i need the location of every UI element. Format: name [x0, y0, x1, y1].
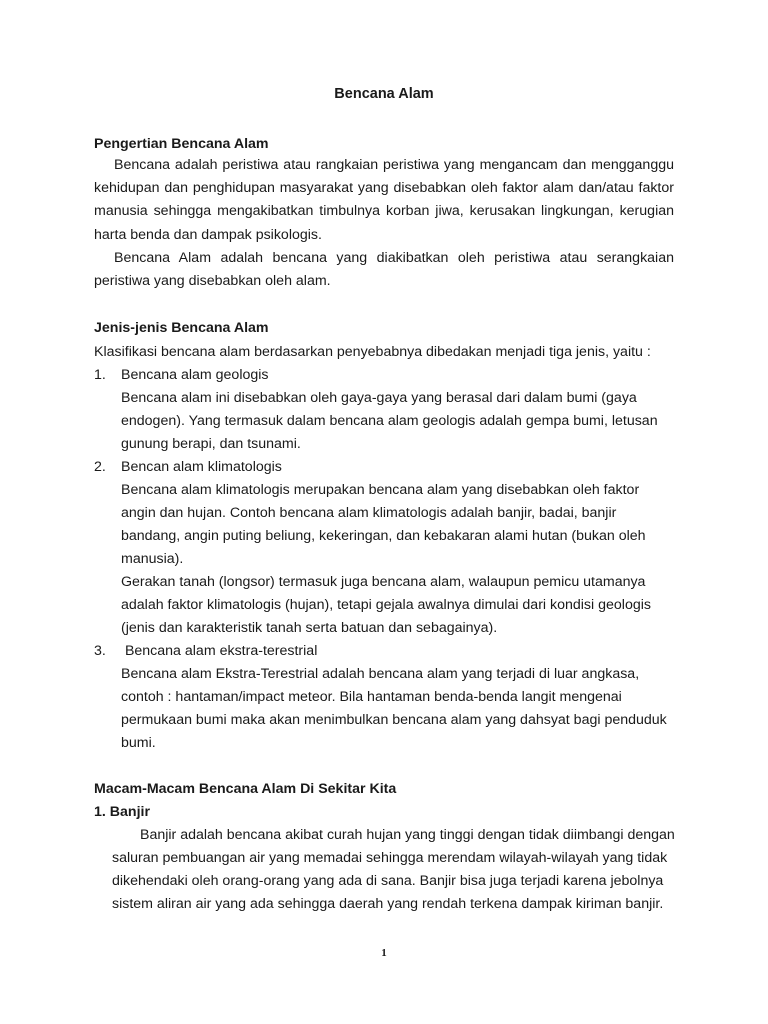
- page-number: 1: [381, 947, 387, 959]
- list-item-line: manusia).: [121, 551, 184, 567]
- list-item-line: Bencana alam ini disebabkan oleh gaya-gaya yang berasal dari dalam bumi (gaya: [121, 390, 637, 406]
- paragraph-pengertian-1: Bencana adalah peristiwa atau rangkaian peristiwa yang mengancam dan mengganggu kehidupan dan penghidupan masyarakat yang disebabkan oleh faktor alam dan/atau faktor manusia sehingga mengakibatkan timbulnya korban jiwa, kerusakan lingkungan, kerugian harta benda dan dampak psikologis.: [94, 157, 674, 243]
- jenis-intro: Klasifikasi bencana alam berdasarkan penyebabnya dibedakan menjadi tiga jenis, yaitu :: [94, 344, 651, 360]
- document-title: Bencana Alam: [334, 86, 434, 102]
- list-item-line: endogen). Yang termasuk dalam bencana alam geologis adalah gempa bumi, letusan: [121, 413, 658, 429]
- list-item-line: Gerakan tanah (longsor) termasuk juga bencana alam, walaupun pemicu utamanya: [121, 574, 646, 590]
- section-heading-pengertian: Pengertian Bencana Alam: [94, 136, 269, 152]
- list-item-line: Bencana alam Ekstra-Terestrial adalah bencana alam yang terjadi di luar angkasa,: [121, 666, 640, 682]
- list-number: 2.: [94, 459, 106, 475]
- paragraph-pengertian-2: Bencana Alam adalah bencana yang diakibatkan oleh peristiwa atau serangkaian peristiwa yang disebabkan oleh alam.: [94, 250, 674, 290]
- list-item-line: angin dan hujan. Contoh bencana alam klimatologis adalah banjir, badai, banjir: [121, 505, 617, 521]
- banjir-line: dikehendaki oleh orang-orang yang ada di sana. Banjir bisa juga terjadi karena jebolnya: [112, 873, 664, 889]
- list-number: 1.: [94, 367, 106, 383]
- list-item-line: gunung berapi, dan tsunami.: [121, 436, 301, 452]
- list-item-title: Bencana alam geologis: [121, 367, 269, 383]
- list-item-line: Bencana alam klimatologis merupakan bencana alam yang disebabkan oleh faktor: [121, 482, 640, 498]
- list-item-line: permukaan bumi maka akan menimbulkan bencana alam yang dahsyat bagi penduduk: [121, 712, 667, 728]
- banjir-line: Banjir adalah bencana akibat curah hujan yang tinggi dengan tidak diimbangi dengan: [140, 827, 675, 843]
- subheading-banjir: 1. Banjir: [94, 804, 150, 820]
- list-number: 3.: [94, 643, 106, 659]
- list-item-line: bumi.: [121, 735, 156, 751]
- list-item-line: bandang, angin puting beliung, kekeringan, dan kebakaran alami hutan (bukan oleh: [121, 528, 646, 544]
- list-item-line: (jenis dan karakteristik tanah serta batuan dan sebagainya).: [121, 620, 498, 636]
- list-item-title: Bencana alam ekstra-terestrial: [121, 643, 318, 659]
- list-item-title: Bencan alam klimatologis: [121, 459, 282, 475]
- list-item-line: contoh : hantaman/impact meteor. Bila hantaman benda-benda langit mengenai: [121, 689, 622, 705]
- banjir-line: sistem aliran air yang ada sehingga daerah yang rendah terkena dampak kiriman banjir.: [112, 896, 664, 912]
- banjir-line: saluran pembuangan air yang memadai sehingga merendam wilayah-wilayah yang tidak: [112, 850, 668, 866]
- section-heading-jenis: Jenis-jenis Bencana Alam: [94, 320, 269, 336]
- list-item-line: adalah faktor klimatologis (hujan), tetapi gejala awalnya dimulai dari kondisi geologis: [121, 597, 651, 613]
- section-heading-macam: Macam-Macam Bencana Alam Di Sekitar Kita: [94, 781, 397, 797]
